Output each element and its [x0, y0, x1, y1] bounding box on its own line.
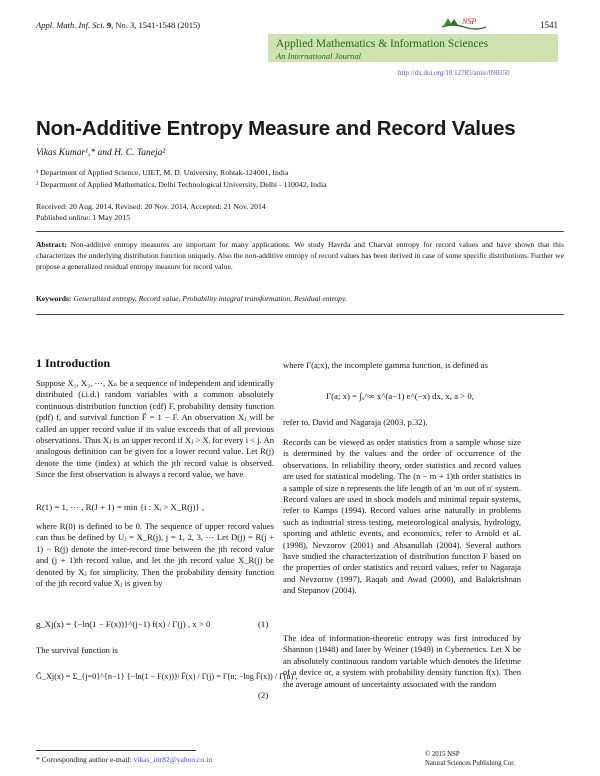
equation-1: g_Xj(x) = {−ln(1 − F(x))}^(j−1) f(x) / Γ(j) , x > 0	[36, 619, 211, 629]
logo-text: NSP	[462, 17, 477, 26]
corresponding-author-footnote	[36, 755, 212, 764]
running-header-citation	[36, 20, 200, 30]
right-paragraph-1: where Γ(a;x), the incomplete gamma function, is defined as	[283, 360, 488, 370]
equation-1-number: (1)	[258, 619, 269, 629]
copyright-line-2: Natural Sciences Publishing Cor.	[425, 760, 515, 767]
abstract-text: Non-additive entropy measures are important for many applications. We study Havrda and Charvat entropy for record values and have shown that this characterizes the underlying distribution function uniquely. Also the non-additive entropy of record values has been derived in case of some specific distributions. Further we propose a generalized residual entropy measure for record value.	[36, 240, 564, 271]
doi-link[interactable]: http://dx.doi.org/10.12785/amis/090350	[398, 69, 510, 77]
affiliation-1: ¹ Department of Applied Science, UIET, M. D. University, Rohtak-124001, India	[36, 168, 289, 177]
paper-title: Non-Additive Entropy Measure and Record Values	[36, 117, 516, 140]
footnote-label: * Corresponding author e-mail:	[36, 755, 134, 764]
equation-2: Ḡ_Xj(x) = Σ_{j=0}^{n−1} {−ln(1 − F(x))}ʲ F̄(x) / Γ(j) = Γ(n; −log F̄(x)) / Γ(n) ,	[36, 672, 298, 681]
right-paragraph-2: refer to, David and Nagaraja (2003, p.32).	[283, 417, 428, 427]
left-paragraph-2: where R(0) is defined to be 0. The sequence of upper record values can thus be defined by Uⱼ = X_R(j), j = 1, 2, 3, ⋯ Let D(j) = R(j + 1) − R(j) denote the inter-record time between the jth record value and (j + 1)th record value, and let the jth record value X_R(j) be denoted by Xⱼ for simplicity. Then the probability density function of the jth record value Xⱼ is given by	[36, 521, 274, 589]
citation-journal: Appl. Math. Inf. Sci.	[36, 20, 105, 30]
equation-record-time: R(1) = 1, ⋯ , R(J + 1) = min {i : Xᵢ > X_R(j)} ,	[36, 502, 205, 512]
keywords-label: Keywords:	[36, 294, 72, 303]
copyright-line-1: © 2015 NSP	[425, 751, 460, 758]
citation-rest: , No. 3, 1541-1548 (2015)	[111, 20, 201, 30]
affiliation-2: ² Department of Applied Mathematics, Delhi Technological University, Delhi - 110042, India	[36, 180, 327, 189]
abstract	[36, 239, 564, 272]
published-date: Published online: 1 May 2015	[36, 212, 130, 222]
divider-top	[36, 231, 564, 232]
journal-title: Applied Mathematics & Information Sciences	[276, 38, 489, 50]
authors: Vikas Kumar¹,* and H. C. Taneja²	[36, 148, 166, 158]
publication-dates	[36, 202, 266, 223]
abstract-label: Abstract:	[36, 240, 67, 249]
left-paragraph-1: Suppose X₁, X₂, ⋯, Xₙ be a sequence of independent and identically distributed (i.i.d.) random variables with a common absolutely continuous distribution function (cdf) F, probability density function (pdf) f, and survival function F̄ = 1 − F. An observation Xⱼ will be called an upper record value if its value exceeds that of all previous observations. Thus Xⱼ is an upper record if Xⱼ > Xᵢ for every i < j. An analogous definition can be given for a lower record value. Let R(j) denote the time (index) at which the jth record value is observed. Since the first observation is always a record value, we have	[36, 378, 274, 480]
equation-3: Γ(a; x) = ∫ₓ^∞ x^(a−1) e^(−x) dx, x, a > 0,	[326, 391, 474, 401]
received-dates: Received: 20 Aug. 2014, Revised: 20 Nov. 2014, Accepted: 21 Nov. 2014	[36, 202, 266, 211]
citation-volume: 9	[106, 20, 112, 30]
divider-bottom	[36, 314, 564, 315]
page-number: 1541	[540, 20, 558, 30]
section-heading: 1 Introduction	[36, 356, 111, 370]
equation-2-number: (2)	[258, 690, 269, 700]
keywords-text: Generalized entropy, Record value, Probability integral transformation, Residual entropy.	[71, 294, 347, 303]
author-email-link[interactable]: vikas_iitr82@yahoo.co.in	[133, 755, 213, 764]
right-paragraph-4: The idea of information-theoretic entropy was first introduced by Shannon (1948) and later by Weiner (1949) in Cybernetics. Let X be an absolutely continuous random variable which denotes the lifetime of a device or, a system with probability density function f(x). Then the average amount of uncertainty associated with the random	[283, 633, 521, 689]
right-paragraph-3: Records can be viewed as order statistics from a sample whose size is determined by the values and the order of occurrence of the observations. In reliability theory, order statistics and record values are used for statistical modeling. The (n − m + 1)th order statistics in a sample of size n represents the life length of an 'm out of n' system. Record values are used in shock models and minimal repair systems, refer to Kamps (1994). Record values arise naturally in problems such as industrial stress testing, meteorological analysis, hydrology, sporting and athletic events, and economics, refer to Arnold et al. (1998), Nevzorov (2001) and Ahsanullah (2004). Several authors have studied the characterization of distribution function F based on the properties of order statistics and record values, refer to Nagaraja and Nevzorov (1997), Raqab and Awad (2000), and Balakrishnan and Stepanov (2004).	[283, 437, 521, 596]
journal-subtitle: An International Journal	[276, 51, 361, 61]
footnote-rule	[36, 750, 196, 751]
keywords	[36, 294, 564, 303]
nsp-logo-icon	[440, 13, 488, 33]
left-paragraph-3: The survival function is	[36, 645, 118, 655]
